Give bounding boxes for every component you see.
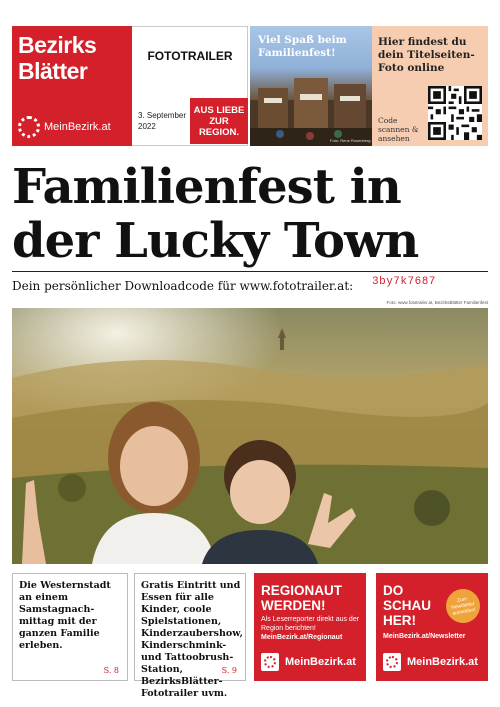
family-photo-illustration: [12, 308, 488, 564]
section-label: FOTOTRAILER: [147, 49, 233, 63]
qr-instruction: Code scannen & ansehen: [378, 116, 419, 143]
download-instruction: Dein persönlicher Downloadcode für www.fototrailer.at:: [12, 279, 354, 293]
logo-brand: [18, 116, 111, 138]
meinbezirk-logo-icon: [383, 653, 401, 671]
newsletter-badge[interactable]: Zum Newsletter anmelden!: [443, 586, 482, 625]
ad-link[interactable]: MeinBezirk.at/Regionaut: [261, 634, 343, 641]
ad-brand: [383, 653, 478, 671]
teaser-box-2[interactable]: [134, 573, 246, 699]
qr-code-icon[interactable]: [428, 86, 482, 140]
photo-credit: Foto: www.fototrailer.at, BezirksBlätter Familienfest: [386, 300, 488, 305]
sun-logo-icon: [18, 116, 40, 138]
promo-photo: [250, 26, 372, 146]
ad-title: REGIONAUT WERDEN!: [261, 583, 342, 613]
issue-date: 3. September 2022: [138, 111, 187, 131]
ad-brand: [261, 653, 356, 671]
teaser-text: Die Westernstadt an einem Samstagnach-mittag mit der ganzen Familie erleben.: [19, 580, 111, 651]
ad-subtitle: Als Leserreporter direkt aus der Region berichten!: [261, 616, 360, 632]
page-headline: Familienfest in der Lucky Town: [12, 159, 419, 269]
main-photo: [12, 308, 488, 564]
bezirksblaetter-logo: [12, 26, 132, 146]
ad-link[interactable]: MeinBezirk.at/Newsletter: [383, 633, 466, 640]
qr-heading: Hier findest du dein Titelseiten-Foto online: [378, 36, 475, 74]
logo-brand-text: MeinBezirk.at: [44, 121, 111, 133]
western-town-illustration: [250, 70, 372, 146]
teaser-page-number: S. 8: [103, 666, 119, 675]
headline-divider: [12, 271, 488, 272]
newsletter-ad[interactable]: [376, 573, 488, 681]
teaser-page-number: S. 9: [221, 666, 237, 675]
regionaut-ad[interactable]: [254, 573, 366, 681]
logo-title: Bezirks Blätter: [18, 32, 97, 84]
ad-title: DO SCHAU HER!: [383, 583, 432, 628]
meinbezirk-logo-icon: [261, 653, 279, 671]
teaser-text: Gratis Eintritt und Essen für alle Kinder, coole Spielstationen, Kinderzaubershow, Kinderschmink- und Tattoobrush-Station, BezirksBlätter-Fototrailer uvm.: [141, 580, 243, 699]
promo-text: Viel Spaß beim Familienfest!: [258, 34, 347, 59]
ad-brand-text: MeinBezirk.at: [285, 656, 356, 668]
promo-photo-credit: Foto: Rene Rosenberg: [330, 138, 371, 143]
slogan-badge: AUS LIEBE ZUR REGION.: [190, 98, 248, 144]
ad-brand-text: MeinBezirk.at: [407, 656, 478, 668]
download-code: 3by7k7687: [372, 276, 436, 288]
teaser-box-1[interactable]: [12, 573, 128, 681]
